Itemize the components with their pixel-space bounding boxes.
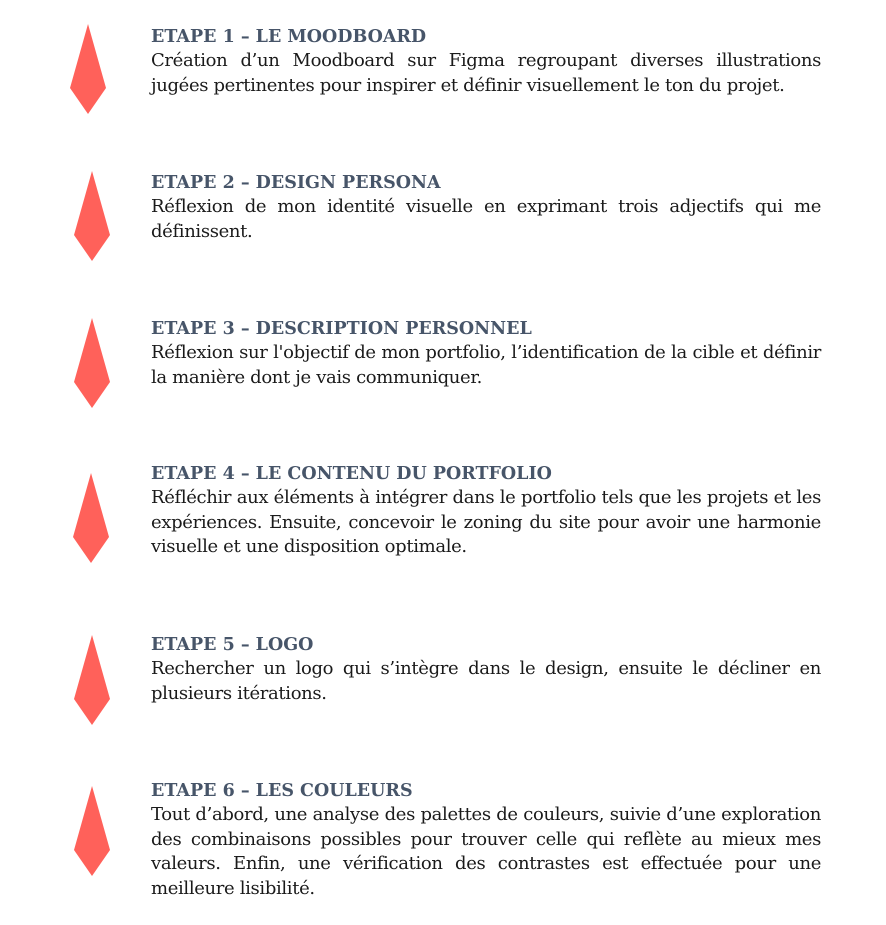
step-title: ETAPE 1 – LE MOODBOARD (151, 27, 427, 47)
step-description: Réflexion de mon identité visuelle en exprimant trois adjectifs qui me définissent. (151, 196, 821, 242)
diamond-marker-icon (70, 24, 106, 114)
step-description: Rechercher un logo qui s’intègre dans le design, ensuite le décliner en plusieurs itérations. (151, 658, 821, 704)
step-description: Tout d’abord, une analyse des palettes de couleurs, suivie d’une exploration des combinaisons possibles pour trouver celle qui reflète au mieux mes valeurs. Enfin, une vérification des contrastes est effectuée pour une meilleure lisibilité. (151, 804, 821, 899)
step-description: Réfléchir aux éléments à intégrer dans le portfolio tels que les projets et les expériences. Ensuite, concevoir le zoning du site pour avoir une harmonie visuelle et une disposition optimale. (151, 487, 821, 558)
step-title: ETAPE 2 – DESIGN PERSONA (151, 173, 441, 193)
step-title: ETAPE 3 – DESCRIPTION PERSONNEL (151, 319, 532, 339)
diamond-marker-icon (74, 786, 110, 876)
diamond-marker-icon (74, 635, 110, 725)
step-title: ETAPE 4 – LE CONTENU DU PORTFOLIO (151, 464, 552, 484)
diamond-marker-icon (74, 318, 110, 408)
step-description: Réflexion sur l'objectif de mon portfolio, l’identification de la cible et définir la manière dont je vais communiquer. (151, 342, 821, 388)
diamond-marker-icon (74, 171, 110, 261)
step-title: ETAPE 6 – LES COULEURS (151, 781, 413, 801)
step-title: ETAPE 5 – LOGO (151, 635, 314, 655)
step-description: Création d’un Moodboard sur Figma regroupant diverses illustrations jugées pertinentes pour inspirer et définir visuellement le ton du projet. (151, 50, 821, 96)
diamond-marker-icon (73, 473, 109, 563)
